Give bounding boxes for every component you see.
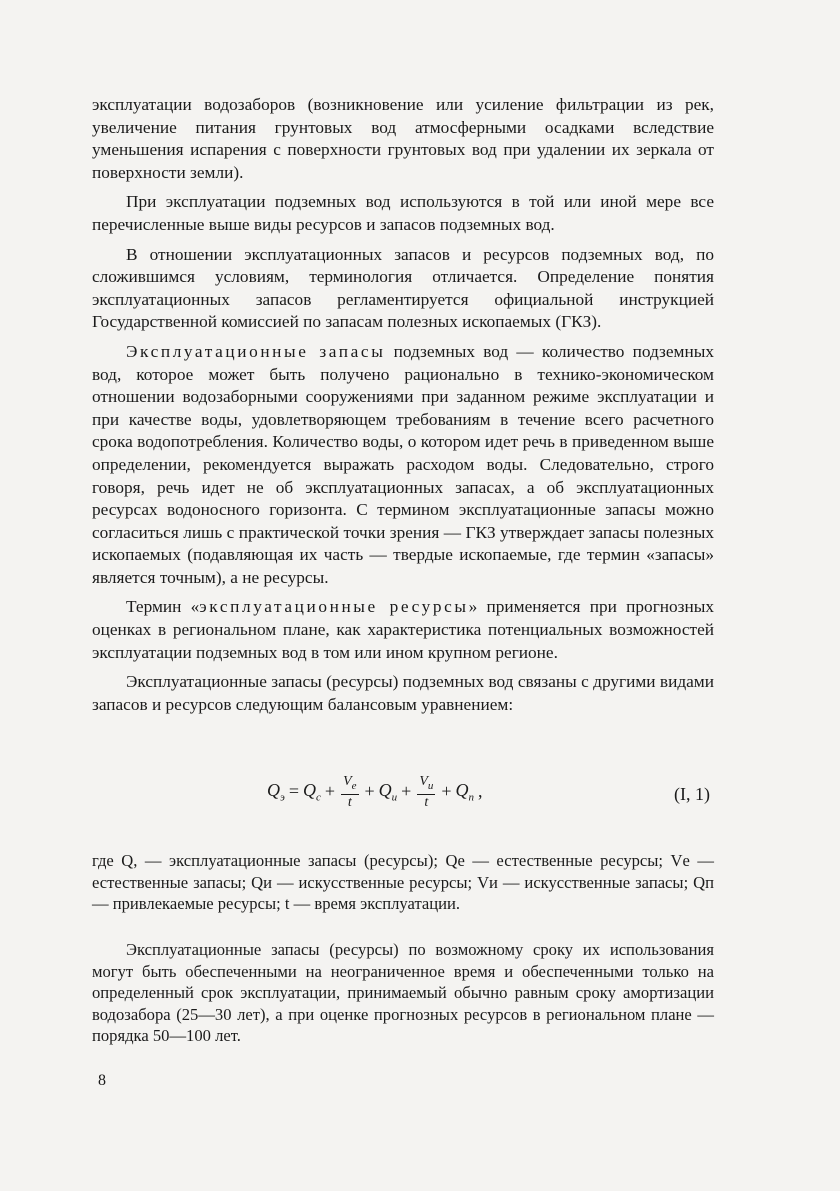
- paragraph-4-body: подземных вод — количество подземных вод, которое может быть получено рационально в технико-экономическом отношении водозаборными сооружениями при заданном режиме эксплуатации и при качестве воды, удовлетворяющем требованиям в течение всего расчетного срока водопотребления. Количество воды, о котором идет речь в приведенном выше определении, рекомендуется выражать расходом воды. Следовательно, строго говоря, речь идет не об эксплуатационных запасах, а об эксплуатационных ресурсах водоносного горизонта. С термином эксплуатационные запасы можно согласиться лишь с практической точки зрения — ГКЗ утверждает запасы полезных ископаемых (подавляющая их часть — твердые ископаемые, где термин «запасы» является точным), а не ресурсы.: [92, 341, 714, 587]
- variable-definitions: [92, 850, 714, 915]
- paragraph-2: При эксплуатации подземных вод используются в той или иной мере все перечисленные выше виды ресурсов и запасов подземных вод.: [92, 192, 714, 234]
- eq-plus: +: [441, 781, 452, 802]
- paragraph-5-start: Термин «: [126, 597, 200, 617]
- eq-trailing-comma: ,: [478, 781, 483, 802]
- eq-lhs: $Q_э$: [267, 780, 285, 804]
- eq-fraction-ve: $\frac{V_e}{t}$: [343, 774, 357, 810]
- eq-term-qc: $Q_c$: [303, 780, 321, 804]
- paragraph-4: [92, 341, 714, 590]
- equation-number: (I, 1): [674, 784, 710, 804]
- paragraph-5: [92, 596, 714, 664]
- main-text: [92, 94, 714, 723]
- eq-term-qp: $Q_п$: [455, 780, 475, 804]
- balance-equation: [92, 766, 714, 828]
- eq-plus: +: [364, 781, 375, 802]
- eq-term-qi: $Q_и$: [378, 780, 398, 804]
- page-number: 8: [98, 1072, 106, 1089]
- term-exploitation-reserves: Эксплуатационные запасы: [126, 341, 386, 361]
- definitions-text: где Q, — эксплуатационные запасы (ресурсы); Qе — естественные ресурсы; Vе — естественные запасы; Qи — искусственные ресурсы; Vи — искусственные запасы; Qп — привлекаемые ресурсы; t — время эксплуатации.: [92, 851, 714, 914]
- eq-plus: +: [324, 781, 336, 802]
- paragraph-1: эксплуатации водозаборов (возникновение или усиление фильтрации из рек, увеличение питания грунтовых вод атмосферными осадками вследствие уменьшения испарения с поверхности грунтовых вод при удалении их зеркала от поверхности земли).: [92, 95, 714, 182]
- paragraph-3: В отношении эксплуатационных запасов и ресурсов подземных вод, по сложившимся условиям, терминология отличается. Определение понятия эксплуатационных запасов регламентируется официальной инструкцией Государственной комиссией по запасам полезных ископаемых (ГКЗ).: [92, 244, 714, 332]
- paragraph-5-body: » применяется при прогнозных оценках в региональном плане, как характеристика потенциальных возможностей эксплуатации подземных вод в том или ином крупном регионе.: [92, 597, 714, 662]
- equation-expression: [267, 774, 483, 810]
- eq-equals: =: [288, 781, 300, 802]
- paragraph-8: Эксплуатационные запасы (ресурсы) по возможному сроку их использования могут быть обеспеченными на неограниченное время и обеспеченными только на определенный срок эксплуатации, принимаемый обычно равным сроку амортизации водозабора (25—30 лет), а при оценке прогнозных ресурсов в региональном плане — порядка 50—100 лет.: [92, 940, 714, 1046]
- paragraph-6: Эксплуатационные запасы (ресурсы) подземных вод связаны с другими видами запасов и ресурсов следующим балансовым уравнением:: [92, 672, 714, 714]
- closing-text: [92, 939, 714, 1047]
- term-exploitation-resources: эксплуатационные ресурсы: [199, 597, 469, 617]
- eq-fraction-vi: $\frac{V_и}{t}$: [419, 774, 434, 810]
- eq-plus: +: [401, 781, 412, 802]
